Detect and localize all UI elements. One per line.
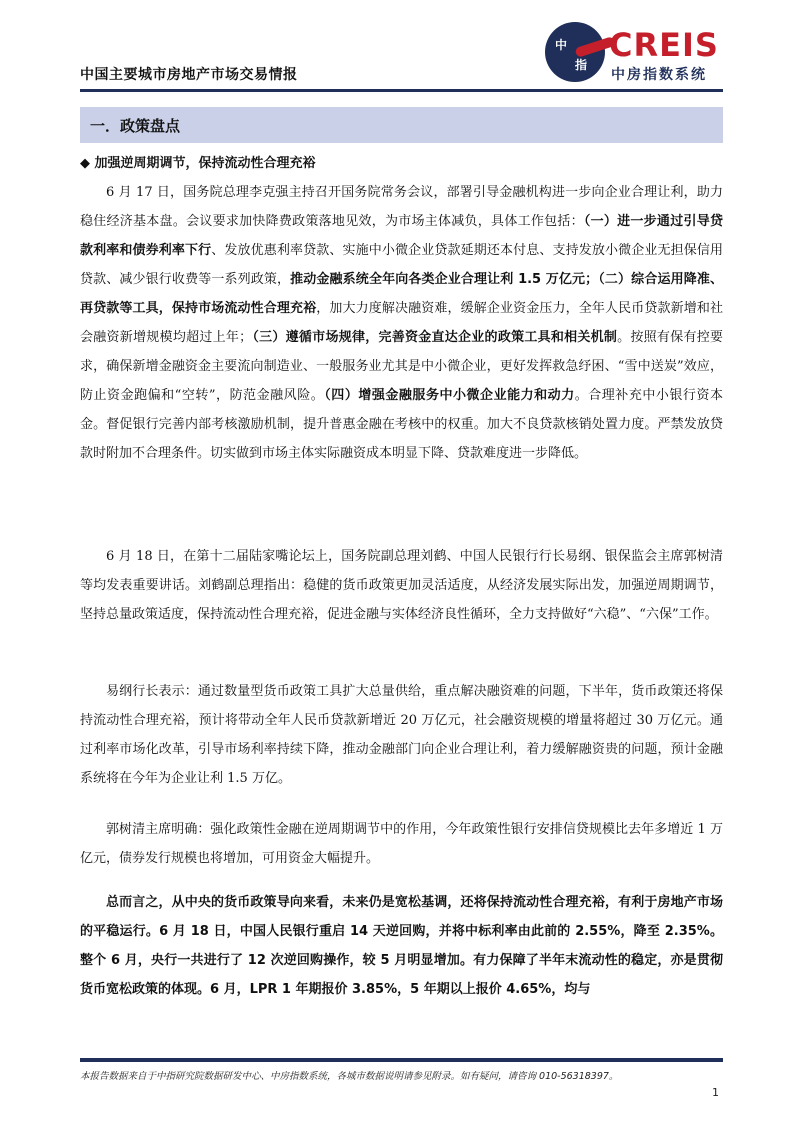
p1-text-g: 。按照有保有控要求，确保新增金融资金主要流向制造业、一般服务业尤其是中小微企业，更好发挥救急纾困、“雪中送炭”效应，防止资金跑偏和“空转”，防范金融风险。 <box>80 330 723 403</box>
logo-emblem-top: 中 <box>555 38 568 52</box>
section-header <box>80 107 723 143</box>
section-title: 一．政策盘点 <box>90 117 181 135</box>
p1-text-e: ，加大力度解决融资难，缓解企业资金压力，全年人民币贷款新增和社会融资新增规模均超过上年； <box>80 301 723 345</box>
logo-wordmark: CREIS <box>609 26 719 64</box>
p1-bold-h: （四）增强金融服务中小微企业能力和动力 <box>324 388 575 403</box>
logo-emblem-bottom: 指 <box>575 58 588 72</box>
paragraph-1 <box>80 178 723 468</box>
paragraph-5: 总而言之，从中央的货币政策导向来看，未来仍是宽松基调，还将保持流动性合理充裕，有利于房地产市场的平稳运行。6 月 18 日，中国人民银行重启 14 天逆回购，并将中标利率由此前的 2.55%，降至 2.35%。整个 6 月，央行一共进行了 12 次逆回购操作，较 5 月明显增加。有力保障了半年末流动性的稳定，亦是贯彻货币宽松政策的体现。6 月，LPR 1 年期报价 3.85%，5 年期以上报价 4.65%，均与 <box>80 895 723 997</box>
header-title: 中国主要城市房地产市场交易情报 <box>80 67 298 83</box>
paragraph-2: 6 月 18 日，在第十二届陆家嘴论坛上，国务院副总理刘鹤、中国人民银行行长易纲、银保监会主席郭树清等均发表重要讲话。刘鹤副总理指出：稳健的货币政策更加灵活适度，从经济发展实际出发，加强逆周期调节，坚持总量政策适度，保持流动性合理充裕，促进金融与实体经济良性循环，全力支持做好“六稳”、“六保”工作。 <box>80 549 723 622</box>
p1-bold-d: 推动金融系统全年向各类企业合理让利 1.5 万亿元；（二）综合运用降准、再贷款等工具，保持市场流动性合理充裕 <box>80 272 723 316</box>
logo-subtitle: 中房指数系统 <box>611 67 707 83</box>
paragraph-3: 易纲行长表示：通过数量型货币政策工具扩大总量供给，重点解决融资难的问题，下半年，货币政策还将保持流动性合理充裕，预计将带动全年人民币贷款新增近 20 万亿元，社会融资规模的增量将超过 30 万亿元。通过利率市场化改革，引导市场利率持续下降，推动金融部门向企业合理让利，着力缓解融资贵的问题，预计金融系统将在今年为企业让利 1.5 万亿。 <box>80 684 723 786</box>
p1-bold-f: （三）遵循市场规律，完善资金直达企业的政策工具和相关机制 <box>252 330 618 345</box>
creis-logo <box>545 20 725 86</box>
footer-divider <box>80 1058 723 1062</box>
subheading: ◆ 加强逆周期调节，保持流动性合理充裕 <box>80 156 316 171</box>
p1-bold-b: （一）进一步通过引导贷款利率和债券利率下行 <box>80 214 723 258</box>
header-divider <box>80 89 723 92</box>
footer-note: 本报告数据来自于中指研究院数据研发中心、中房指数系统，各城市数据说明请参见附录。如有疑问，请咨询 010-56318397。 <box>80 1071 619 1082</box>
p1-text-a: 6 月 17 日，国务院总理李克强主持召开国务院常务会议，部署引导金融机构进一步向企业合理让利，助力稳住经济基本盘。会议要求加快降费政策落地见效，为市场主体减负，具体工作包括： <box>80 185 723 229</box>
page-number: 1 <box>712 1086 719 1099</box>
p1-text-c: 、发放优惠利率贷款、实施中小微企业贷款延期还本付息、支持发放小微企业无担保信用贷款、减少银行收费等一系列政策， <box>80 243 723 287</box>
paragraph-4: 郭树清主席明确：强化政策性金融在逆周期调节中的作用，今年政策性银行安排信贷规模比去年多增近 1 万亿元，债券发行规模也将增加，可用资金大幅提升。 <box>80 822 723 866</box>
p1-text-i: 。合理补充中小银行资本金。督促银行完善内部考核激励机制，提升普惠金融在考核中的权重。加大不良贷款核销处置力度。严禁发放贷款时附加不合理条件。切实做到市场主体实际融资成本明显下降、贷款难度进一步降低。 <box>80 388 723 461</box>
